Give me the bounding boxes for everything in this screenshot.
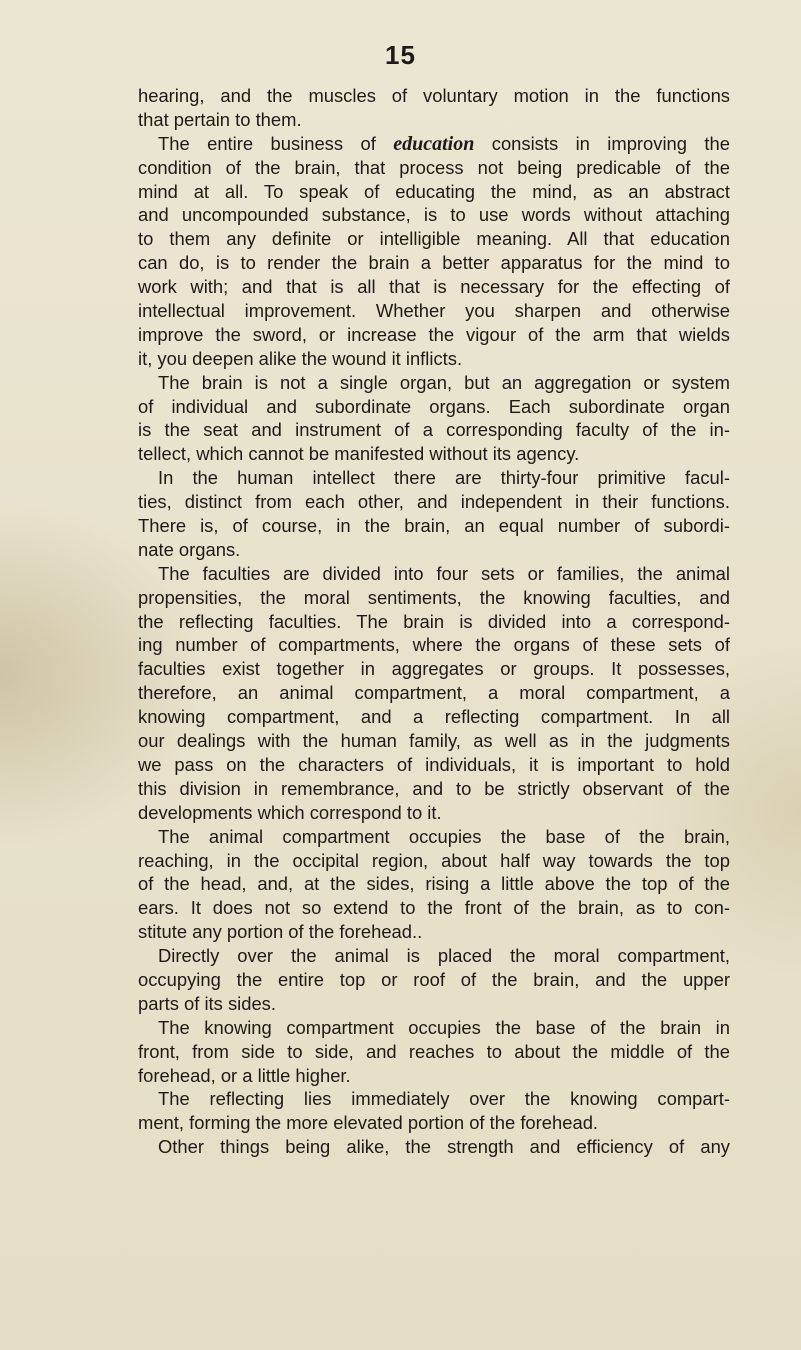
text-line: occupying the entire top or roof of the brain, and the upper	[138, 968, 730, 990]
text-line: can do, is to render the brain a better apparatus for the mind to	[138, 252, 730, 274]
text-line: intellectual improvement. Whether you sharpen and otherwise	[138, 300, 730, 322]
text-line: ment, forming the more elevated portion of the forehead.	[138, 1112, 599, 1134]
text-line: developments which correspond to it.	[138, 801, 442, 823]
text-line: faculties exist together in aggregates or groups. It possesses,	[138, 658, 730, 680]
text-line: the reflecting faculties. The brain is divided into a correspond-	[138, 610, 730, 632]
text-line: ing number of compartments, where the organs of these sets of	[138, 634, 730, 656]
text-line: forehead, or a little higher.	[138, 1064, 351, 1086]
text-line: improve the sword, or increase the vigour of the arm that wields	[138, 323, 730, 345]
text-line: reaching, in the occipital region, about half way towards the top	[138, 849, 730, 871]
text-line: we pass on the characters of individuals, it is important to hold	[138, 753, 730, 775]
text-line: it, you deepen alike the wound it inflicts.	[138, 347, 463, 369]
text-line: The entire business of education consists in improving the	[158, 132, 730, 155]
text-line: parts of its sides.	[138, 992, 276, 1014]
text-line: of individual and subordinate organs. Each subordinate organ	[138, 395, 730, 417]
text-line: work with; and that is all that is necessary for the effecting of	[138, 276, 730, 298]
text-line: this division in remembrance, and to be strictly observant of the	[138, 777, 730, 799]
text-line: mind at all. To speak of educating the mind, as an abstract	[138, 180, 730, 202]
text-line: condition of the brain, that process not being predicable of the	[138, 156, 730, 178]
text-line: to them any definite or intelligible meaning. All that education	[138, 228, 730, 250]
text-line: hearing, and the muscles of voluntary motion in the functions	[138, 85, 730, 106]
page-number: 15	[385, 40, 416, 70]
text-line: The faculties are divided into four sets or families, the animal	[158, 562, 730, 584]
text-line: of the head, and, at the sides, rising a little above the top of the	[138, 873, 730, 895]
text-line: front, from side to side, and reaches to about the middle of the	[138, 1040, 730, 1062]
text-line: The brain is not a single organ, but an aggregation or system	[158, 371, 730, 393]
text-line: nate organs.	[138, 538, 241, 560]
text-line: In the human intellect there are thirty-four primitive facul-	[158, 467, 730, 489]
text-line: ties, distinct from each other, and independent in their functions.	[138, 491, 730, 513]
text-line: and uncompounded substance, is to use words without attaching	[138, 204, 730, 226]
text-line: tellect, which cannot be manifested without its agency.	[138, 443, 580, 465]
text-line: is the seat and instrument of a corresponding faculty of the in-	[138, 419, 730, 441]
text-line: Directly over the animal is placed the moral compartment,	[158, 945, 730, 967]
text-line: stitute any portion of the forehead..	[138, 921, 423, 943]
text-line: There is, of course, in the brain, an equal number of subordi-	[138, 515, 730, 537]
body-text	[138, 84, 730, 1159]
text-line: knowing compartment, and a reflecting compartment. In all	[138, 706, 730, 728]
text-line: The knowing compartment occupies the base of the brain in	[158, 1016, 730, 1038]
text-line: propensities, the moral sentiments, the knowing faculties, and	[138, 586, 730, 608]
text-line: our dealings with the human family, as well as in the judgments	[138, 730, 730, 752]
text-line: The animal compartment occupies the base of the brain,	[158, 825, 730, 847]
text-line: that pertain to them.	[138, 108, 302, 130]
text-line: therefore, an animal compartment, a moral compartment, a	[138, 682, 730, 704]
emphasized-word: education	[393, 132, 475, 155]
text-line: The reflecting lies immediately over the knowing compart-	[158, 1088, 730, 1110]
text-line: Other things being alike, the strength and efficiency of any	[158, 1136, 730, 1158]
text-line: ears. It does not so extend to the front of the brain, as to con-	[138, 897, 730, 919]
